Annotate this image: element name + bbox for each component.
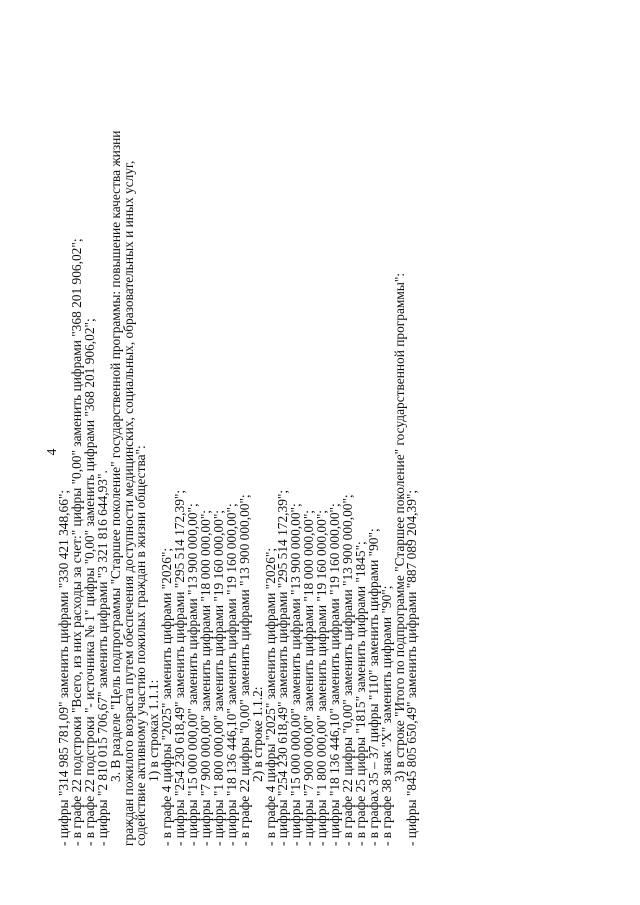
list-item: - цифры "1 800 000,00" заменить цифрами "19 160 000,00"; — [210, 509, 226, 846]
text-line: - в графе 22 подстроки "Всего, из них расходы за счет:" цифры "0,00" заменить цифрами "368 201 906,02"; — [68, 238, 84, 846]
list-item: - в графе 4 цифры "2025" заменить цифрами "2026"; — [159, 547, 175, 846]
list-item: - в графе 4 цифры "2025" заменить цифрами "2026"; — [262, 547, 278, 846]
list-item: - цифры "15 000 000,00" заменить цифрами "13 900 000,00"; — [185, 503, 201, 846]
subsection-heading: 1) в строках 1.1.1: — [146, 679, 162, 782]
list-item: - цифры "7 900 000,00" заменить цифрами "18 000 000,00"; — [197, 509, 213, 846]
list-item: - в графе 22 цифры "0,00" заменить цифрами "13 900 000,00"; — [236, 494, 252, 846]
list-item: - цифры "15 000 000,00" заменить цифрами "13 900 000,00"; — [288, 503, 304, 846]
subsection-heading: 2) в строке 1.1.2: — [249, 686, 265, 782]
text-line: - цифры "314 985 781,09" заменить цифрами "330 421 348,66"; — [56, 489, 71, 846]
list-item: - цифры "1 800 000,00" заменить цифрами "19 160 000,00"; — [314, 509, 330, 846]
text-line: - цифры "2 810 015 706,67" заменить цифрами "3 321 816 644,93". — [94, 470, 110, 846]
subsection-heading: 3) в строке "Итого по подпрограмме "Старшее поколение" государственной программы": — [391, 272, 407, 782]
list-item: - цифры "254 230 618,49" заменить цифрами "295 514 172,39"; — [275, 489, 291, 846]
list-item: - цифры "7 900 000,00" заменить цифрами "18 000 000,00"; — [301, 509, 317, 846]
list-item: - цифры "254 230 618,49" заменить цифрами "295 514 172,39"; — [172, 489, 188, 846]
list-item: - цифры "845 805 650,49" заменить цифрами "887 089 204,39"; — [404, 489, 420, 846]
text-line: - в графе 22 подстроки "- источника № 1" цифры "0,00" заменить цифрами "368 201 906,02"; — [81, 318, 97, 846]
list-item: - в графе 25 цифры "1815" заменить цифрами "1845"; — [352, 541, 368, 846]
section-paragraph-line: 3. В разделе "Цель подпрограммы "Старшее поколение" государственной программы: повышение качества жизни — [107, 130, 123, 782]
page-number: 4 — [44, 448, 59, 456]
list-item: - цифры "18 136 446,10" заменить цифрами "19 160 000,00"; — [223, 503, 239, 846]
list-item: - в графе 22 цифры "0,00" заменить цифрами "13 900 000,00"; — [339, 494, 355, 846]
list-item: - цифры "18 136 446,10" заменить цифрами "19 160 000,00"; — [327, 503, 343, 846]
section-paragraph-line: содействие активному участию пожилых граждан в жизни общества": — [133, 445, 149, 846]
list-item: - в графах 35 – 37 цифры "110" заменить цифрами "90"; — [365, 528, 381, 846]
document-body — [58, 62, 419, 846]
rotated-document-page — [40, 42, 600, 862]
section-paragraph-line: граждан пожилого возраста путем обеспечения доступности медицинских, социальных, образовательных и иных услуг, — [120, 160, 136, 846]
list-item: - в графе 38 знак "X" заменить цифрами "90"; — [378, 585, 394, 846]
